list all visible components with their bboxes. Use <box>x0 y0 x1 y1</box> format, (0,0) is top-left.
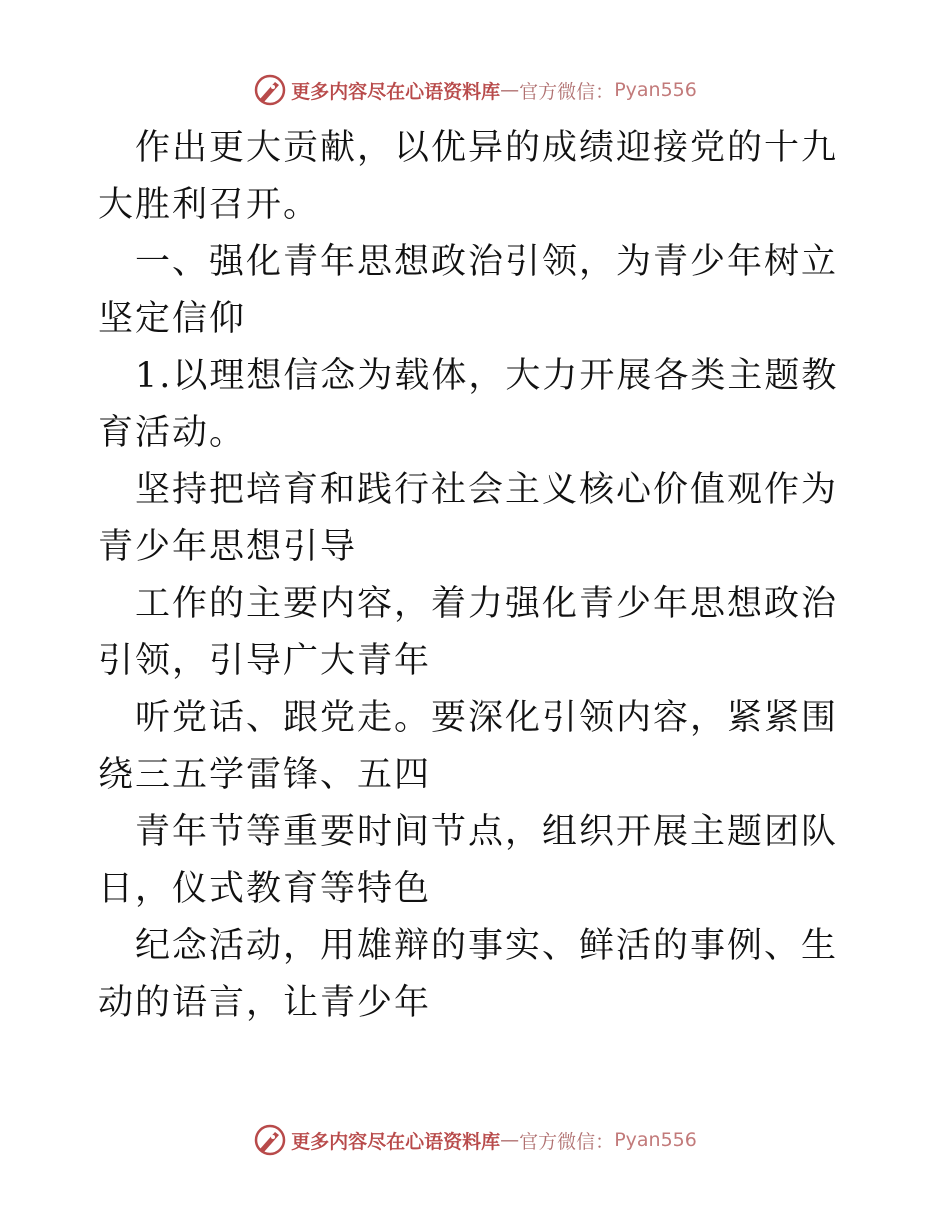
watermark-brand: 更多内容尽在心语资料库 <box>291 1130 501 1153</box>
paragraph: 青年节等重要时间节点，组织开展主题团队日，仪式教育等特色 <box>98 812 839 909</box>
section-heading: 一、强化青年思想政治引领，为青少年树立坚定信仰 <box>98 242 839 339</box>
paragraph: 坚持把培育和践行社会主义核心价值观作为青少年思想引导 <box>98 470 839 567</box>
watermark-wechat-id: Pyan556 <box>614 79 697 101</box>
pen-logo-icon <box>253 73 287 107</box>
pen-logo-icon <box>253 1123 287 1157</box>
watermark-wechat-id: Pyan556 <box>614 1129 697 1151</box>
watermark-brand: 更多内容尽在心语资料库 <box>291 80 501 103</box>
paragraph: 听党话、跟党走。要深化引领内容，紧紧围绕三五学雷锋、五四 <box>98 698 839 795</box>
watermark-separator: — <box>500 1129 520 1151</box>
watermark-wechat-label: 官方微信： <box>519 80 615 103</box>
header-watermark <box>0 70 950 110</box>
subsection-heading: 1.以理想信念为载体，大力开展各类主题教育活动。 <box>98 356 839 453</box>
paragraph: 工作的主要内容，着力强化青少年思想政治引领，引导广大青年 <box>98 584 839 681</box>
footer-watermark <box>0 1120 950 1160</box>
paragraph: 纪念活动，用雄辩的事实、鲜活的事例、生动的语言，让青少年 <box>98 926 839 1023</box>
watermark-separator: — <box>500 79 520 101</box>
paragraph: 作出更大贡献，以优异的成绩迎接党的十九大胜利召开。 <box>98 128 839 225</box>
watermark-wechat-label: 官方微信： <box>519 1130 615 1153</box>
document-body <box>98 120 858 1032</box>
